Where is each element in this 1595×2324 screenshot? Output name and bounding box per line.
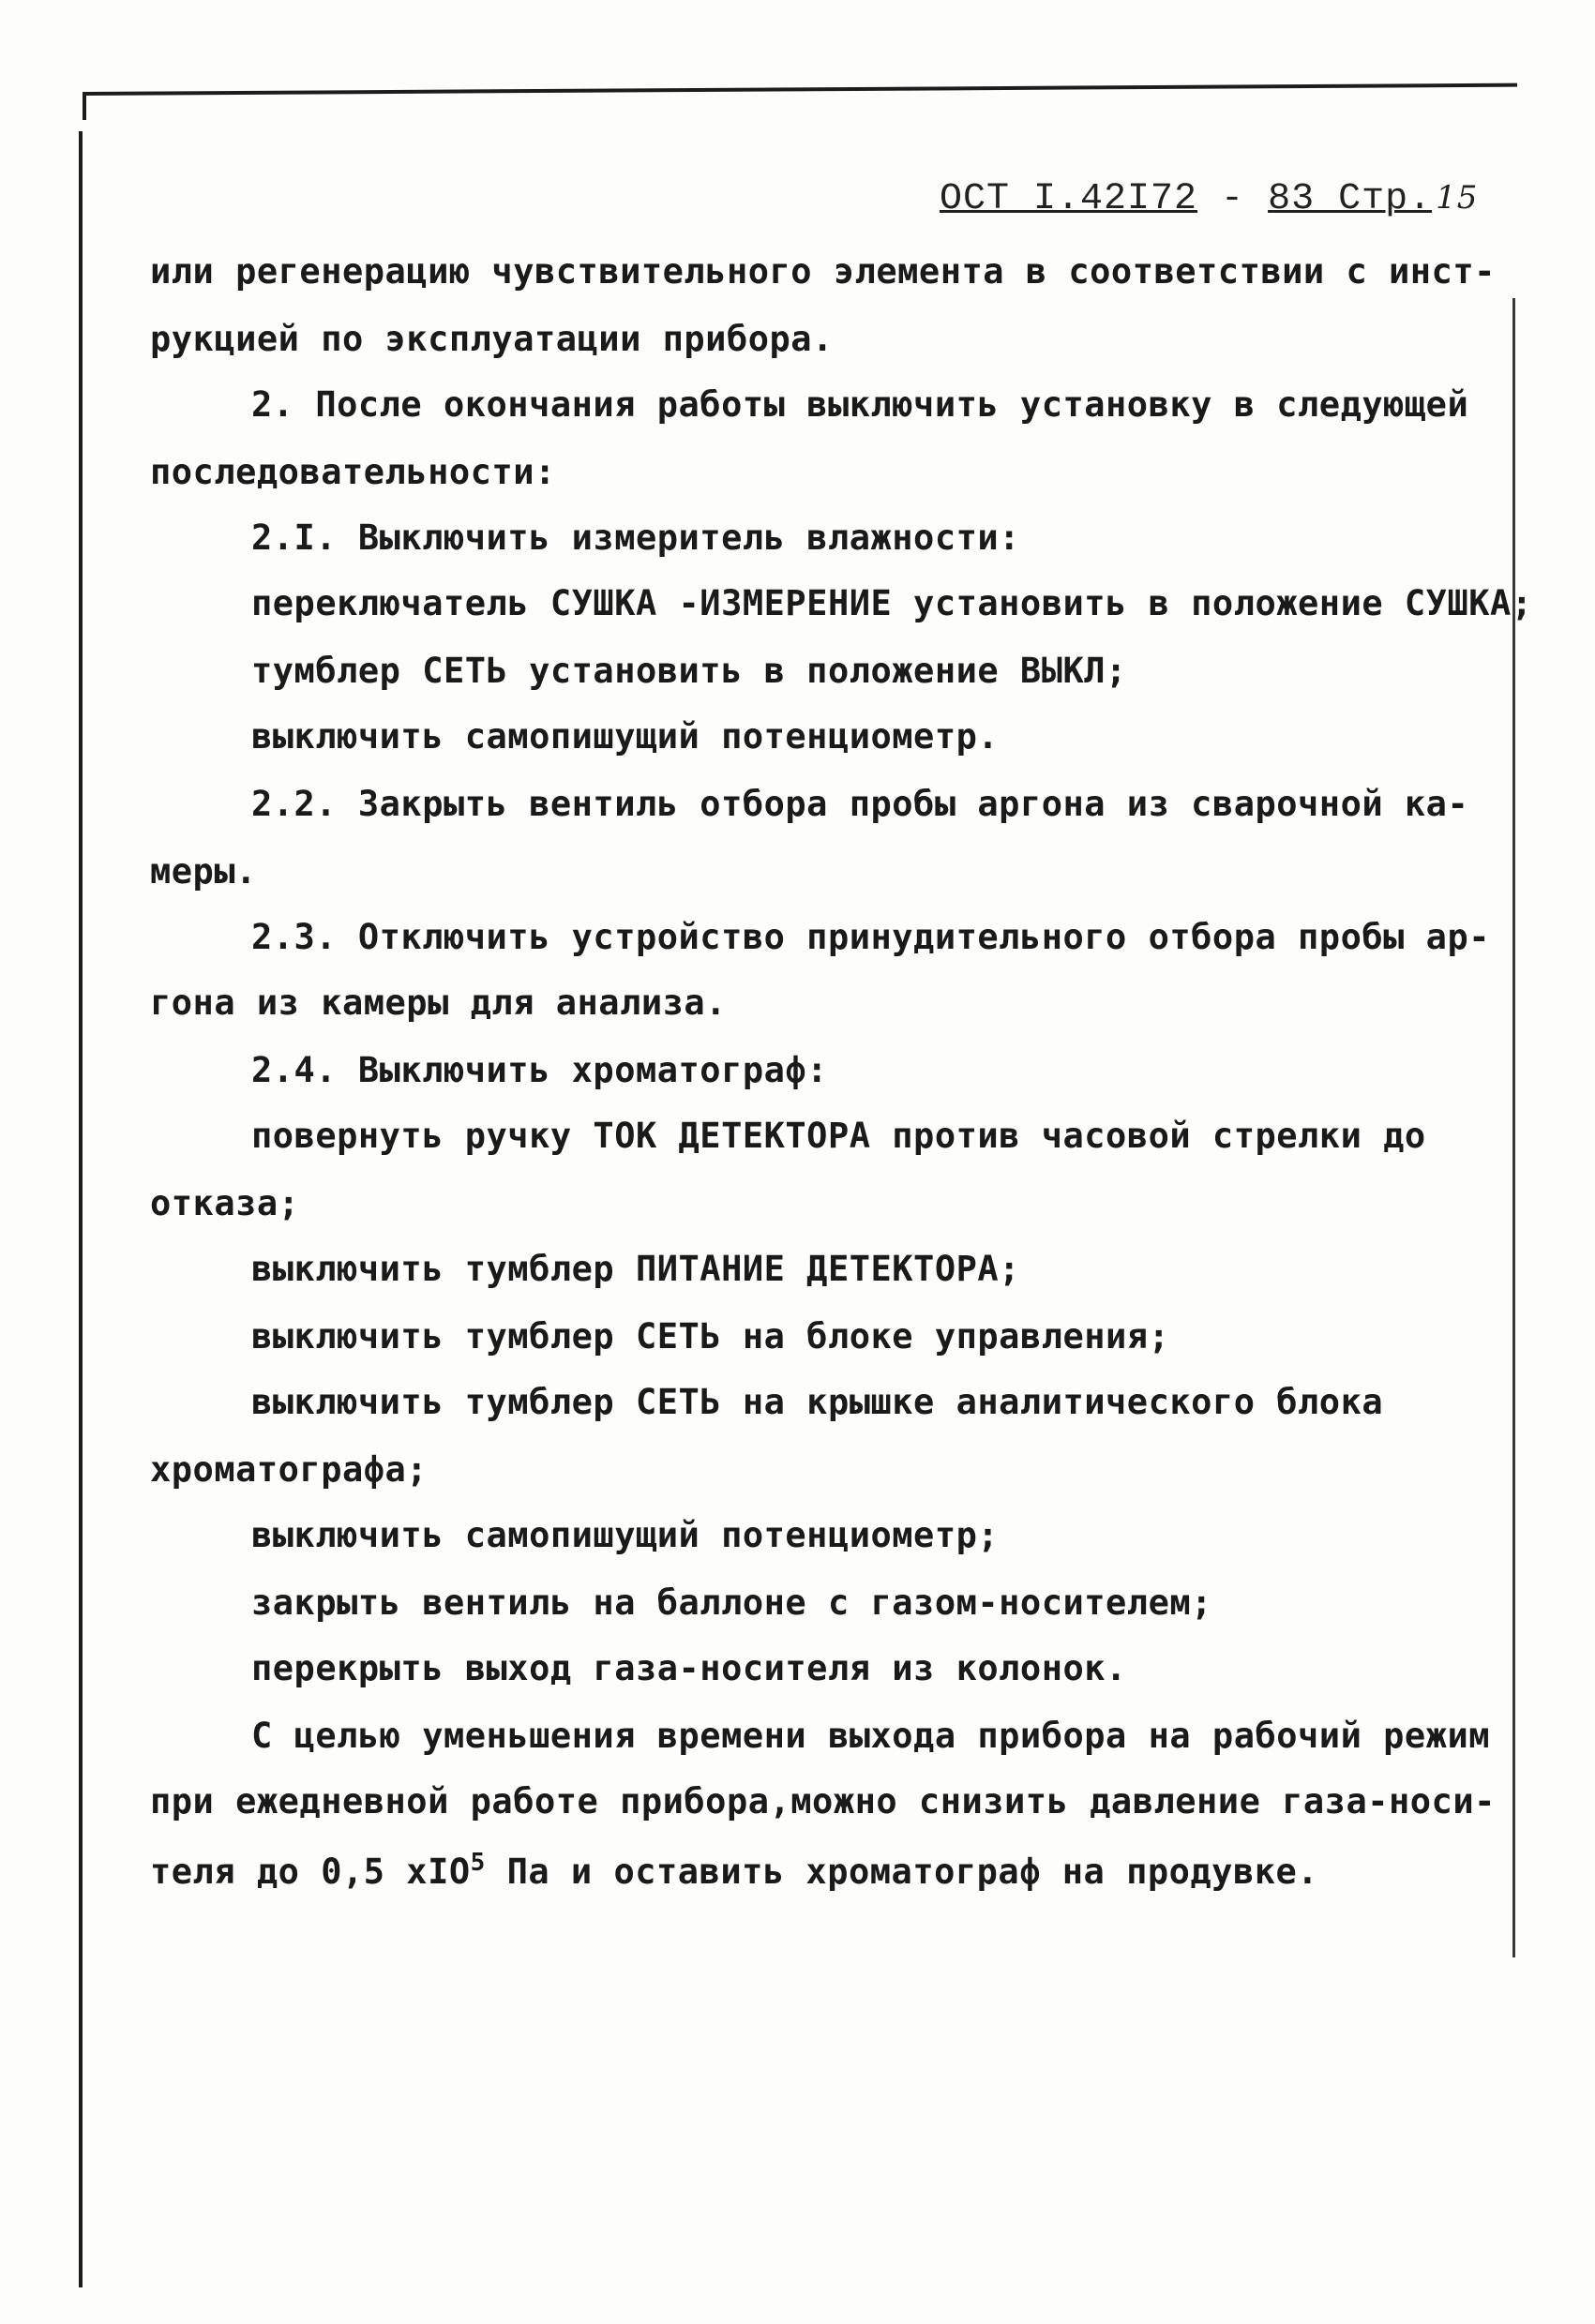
- text-line: выключить тумблер СЕТЬ на крышке аналитического блока: [251, 1382, 1384, 1422]
- text-line: хроматографа;: [150, 1449, 429, 1490]
- text-line: 2.I. Выключить измеритель влажности:: [251, 517, 1020, 558]
- text-line: тумблер СЕТЬ установить в положение ВЫКЛ;: [251, 651, 1127, 691]
- text-line: рукцией по эксплуатации прибора.: [150, 319, 834, 359]
- standard-number: ОСТ I.42I72: [940, 178, 1198, 220]
- last-line-end: Па и оставить хроматограф на продувке.: [485, 1852, 1319, 1892]
- text-line: перекрыть выход газа-носителя из колонок.: [251, 1648, 1127, 1688]
- text-line: отказа;: [150, 1183, 300, 1223]
- text-line: при ежедневной работе прибора,можно снизить давление газа-носи-: [150, 1781, 1496, 1822]
- text-line: повернуть ручку ТОК ДЕТЕКТОРА против часовой стрелки до: [251, 1116, 1426, 1156]
- text-line: меры.: [150, 851, 257, 892]
- header-separator: -: [1197, 178, 1269, 220]
- page-header: [940, 178, 1478, 220]
- text-line: 2.3. Отключить устройство принудительного отбора пробы ар-: [251, 917, 1491, 957]
- text-line: выключить самопишущий потенциометр;: [251, 1515, 1000, 1555]
- frame-top-border: [83, 83, 1517, 96]
- frame-corner-mark: [83, 94, 86, 120]
- text-line: 2.4. Выключить хроматограф:: [251, 1050, 828, 1090]
- text-line: 2.2. Закрыть вентиль отбора пробы аргона из сварочной ка-: [251, 784, 1469, 824]
- text-line-last: [150, 1849, 1318, 1892]
- text-line: или регенерацию чувствительного элемента в соответствии с инст-: [150, 251, 1496, 292]
- text-line: выключить самопишущий потенциометр.: [251, 716, 1000, 757]
- last-line-start: теля до 0,5 хIO: [150, 1852, 471, 1892]
- page-number: 15: [1436, 179, 1479, 217]
- exponent: 5: [470, 1849, 486, 1877]
- frame-left-border: [79, 131, 83, 2287]
- text-line: 2. После окончания работы выключить установку в следующей: [251, 384, 1469, 425]
- text-line: переключатель СУШКА -ИЗМЕРЕНИЕ установить в положение СУШКА;: [251, 583, 1533, 623]
- text-line: последовательности:: [150, 452, 556, 492]
- text-line: гона из камеры для анализа.: [150, 982, 727, 1023]
- frame-right-border: [1512, 298, 1515, 1957]
- text-line: выключить тумблер ПИТАНИЕ ДЕТЕКТОРА;: [251, 1249, 1020, 1289]
- text-line: С целью уменьшения времени выхода прибора на рабочий режим: [251, 1716, 1491, 1756]
- year-page-label: 83 Стр.: [1268, 178, 1433, 220]
- text-line: закрыть вентиль на баллоне с газом-носителем;: [251, 1582, 1212, 1623]
- text-line: выключить тумблер СЕТЬ на блоке управления;: [251, 1316, 1170, 1357]
